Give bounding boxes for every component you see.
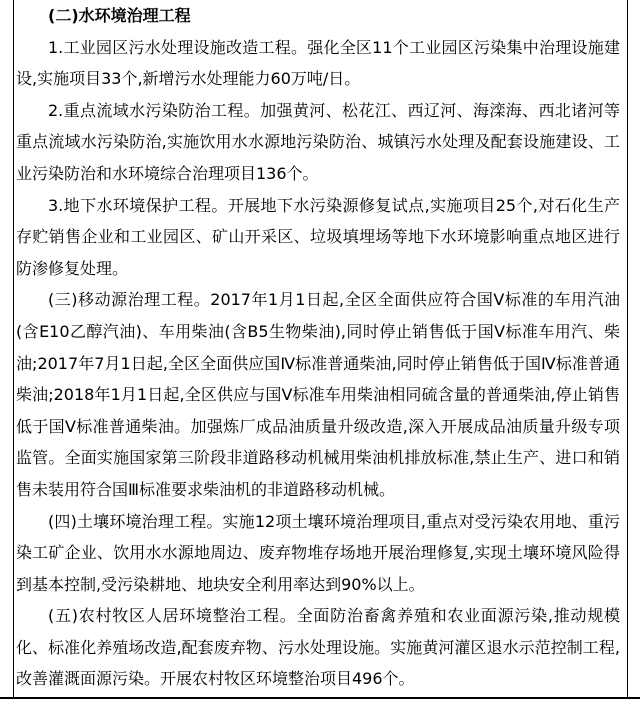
paragraph-groundwater-protection: 3.地下水环境保护工程。开展地下水污染源修复试点,实施项目25个,对石化生产存贮销售企业和工业园区、矿山开采区、垃圾填埋场等地下水环境影响重点地区进行防渗修复处理。 xyxy=(16,195,620,278)
paragraph-mobile-source-control: (三)移动源治理工程。2017年1月1日起,全区全面供应符合国Ⅴ标准的车用汽油(含E10乙醇汽油)、车用柴油(含B5生物柴油),同时停止销售低于国Ⅴ标准车用汽、柴油;2017年7月1日起,全区全面供应国Ⅳ标准普通柴油,同时停止销售低于国Ⅳ标准普通柴油;2018年1月1日起,全区供应与国Ⅴ标准车用柴油相同硫含量的普通柴油,停止销售低于国Ⅴ标准普通柴油。加强炼厂成品油质量升级改造,深入开展成品油质量升级专项监管。全面实施国家第三阶段非道路移动机械用柴油机排放标准,禁止生产、进口和销售未装用符合国Ⅲ标准要求柴油机的非道路移动机械。 xyxy=(16,290,620,499)
paragraph-industrial-park-sewage: 1.工业园区污水处理设施改造工程。强化全区11个工业园区污染集中治理设施建设,实施项目33个,新增污水处理能力60万吨/日。 xyxy=(16,37,620,89)
table-cell-border-bottom xyxy=(0,697,640,699)
table-cell-border-right xyxy=(627,0,628,697)
paragraph-soil-environment: (四)土壤环境治理工程。实施12项土壤环境治理项目,重点对受污染农用地、重污染工矿企业、饮用水水源地周边、废弃物堆存场地开展治理修复,实现土壤环境风险得到基本控制,受污染耕地、地块安全利用率达到90%以上。 xyxy=(16,511,620,594)
paragraph-rural-pastoral-environment: (五)农村牧区人居环境整治工程。全面防治畜禽养殖和农业面源污染,推动规模化、标准化养殖场改造,配套废弃物、污水处理设施。实施黄河灌区退水示范控制工程,改善灌溉面源污染。开展农村牧区环境整治项目496个。 xyxy=(16,606,620,689)
document-body xyxy=(16,0,620,695)
paragraph-key-basin-water-pollution: 2.重点流域水污染防治工程。加强黄河、松花江、西辽河、海滦海、西北诸河等重点流域水污染防治,实施饮用水水源地污染防治、城镇污水处理及配套设施建设、工业污染防治和水环境综合治理项目136个。 xyxy=(16,100,620,183)
section-heading: (二)水环境治理工程 xyxy=(48,6,191,25)
table-cell-border-left xyxy=(13,0,14,697)
